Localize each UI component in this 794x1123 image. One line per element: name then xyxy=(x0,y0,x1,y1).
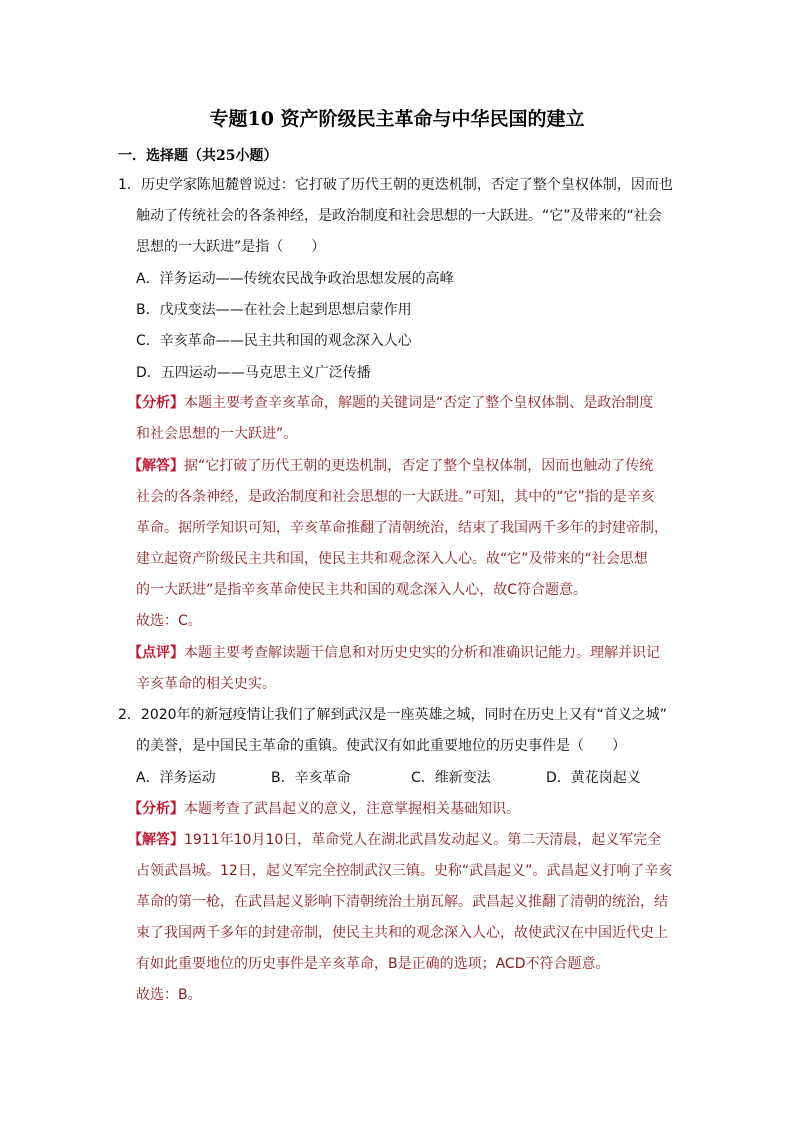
q2-stem-line: 2．2020年的新冠疫情让我们了解到武汉是一座英雄之城，同时在历史上又有“首义之城” xyxy=(118,707,668,723)
q2-answer-line: 占领武昌城。12日，起义军完全控制武汉三镇。史称“武昌起义”。武昌起义打响了辛亥 xyxy=(136,863,673,879)
q2-answer-line: 有如此重要地位的历史事件是辛亥革命，B是正确的选项；ACD不符合题意。 xyxy=(136,956,610,972)
q1-choice: 故选：C。 xyxy=(136,613,202,629)
answer-label: 【解答】 xyxy=(128,832,184,848)
q1-option-d: D．五四运动——马克思主义广泛传播 xyxy=(136,365,371,381)
q2-choice: 故选：B。 xyxy=(136,987,202,1003)
q1-analysis xyxy=(128,393,653,413)
analysis-label: 【分析】 xyxy=(128,395,184,411)
q1-answer-line: 社会的各条神经，是政治制度和社会思想的一大跃进。”可知，其中的“它”指的是辛亥 xyxy=(136,489,655,505)
q1-stem-line: 触动了传统社会的各条神经，是政治制度和社会思想的一大跃进。“它”及带来的“社会 xyxy=(136,208,662,224)
q2-option-a: A．洋务运动 xyxy=(136,770,216,786)
q1-stem-line: 思想的一大跃进”是指（ ） xyxy=(136,239,326,255)
q1-option-a: A．洋务运动——传统农民战争政治思想发展的高峰 xyxy=(136,271,454,287)
q2-answer xyxy=(128,830,661,850)
section-heading: 一．选择题（共25小题） xyxy=(118,148,278,164)
q1-answer-line: 革命。据所学知识可知，辛亥革命推翻了清朝统治，结束了我国两千多年的封建帝制， xyxy=(136,520,668,536)
q1-analysis-line: 和社会思想的一大跃进”。 xyxy=(136,426,298,442)
q1-answer xyxy=(128,456,653,476)
q1-analysis-text: 本题主要考查辛亥革命，解题的关键词是“否定了整个皇权体制、是政治制度 xyxy=(184,395,654,411)
q2-option-c: C．维新变法 xyxy=(411,770,491,786)
q2-option-b: B．辛亥革命 xyxy=(271,770,351,786)
q2-stem-line: 的美誉，是中国民主革命的重镇。使武汉有如此重要地位的历史事件是（ ） xyxy=(136,738,626,754)
answer-label: 【解答】 xyxy=(128,458,184,474)
q1-answer-line: 的一大跃进”是指辛亥革命使民主共和国的观念深入人心，故C符合题意。 xyxy=(136,582,588,598)
q1-answer-text: 据“它打破了历代王朝的更迭机制，否定了整个皇权体制，因而也触动了传统 xyxy=(184,458,654,474)
q1-option-b: B．戊戌变法——在社会上起到思想启蒙作用 xyxy=(136,302,412,318)
q2-answer-line: 束了我国两千多年的封建帝制，使民主共和的观念深入人心，故使武汉在中国近代史上 xyxy=(136,925,668,941)
q1-comment-line: 辛亥革命的相关史实。 xyxy=(136,676,276,692)
q2-analysis-text: 本题考查了武昌起义的意义，注意掌握相关基础知识。 xyxy=(184,801,520,817)
q2-option-d: D．黄花岗起义 xyxy=(546,770,641,786)
q1-answer-line: 建立起资产阶级民主共和国，使民主共和观念深入人心。故“它”及带来的“社会思想 xyxy=(136,551,648,567)
q2-answer-text: 1911年10月10日，革命党人在湖北武昌发动起义。第二天清晨，起义军完全 xyxy=(184,832,662,848)
page-title: 专题10 资产阶级民主革命与中华民国的建立 xyxy=(209,108,585,130)
q1-stem-line: 1．历史学家陈旭麓曾说过：它打破了历代王朝的更迭机制，否定了整个皇权体制，因而也 xyxy=(118,177,673,193)
analysis-label: 【分析】 xyxy=(128,801,184,817)
q1-option-c: C．辛亥革命——民主共和国的观念深入人心 xyxy=(136,333,412,349)
q2-answer-line: 革命的第一枪，在武昌起义影响下清朝统治土崩瓦解。武昌起义推翻了清朝的统治，结 xyxy=(136,894,668,910)
q1-comment-text: 本题主要考查解读题干信息和对历史史实的分析和准确识记能力。理解并识记 xyxy=(184,645,660,661)
q1-comment xyxy=(128,643,660,663)
q2-analysis xyxy=(128,799,520,819)
comment-label: 【点评】 xyxy=(128,645,184,661)
